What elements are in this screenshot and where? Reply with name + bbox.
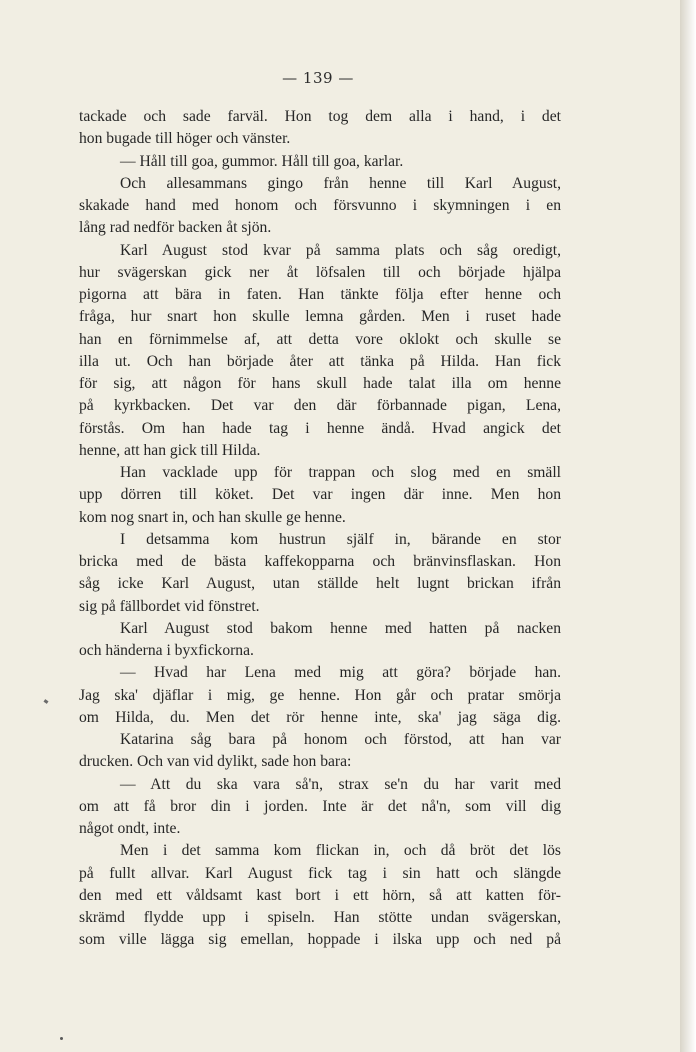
text-line: kom nog snart in, och han skulle ge henne. [79,508,346,526]
text-line: — Att du ska vara så'n, strax se'n du har varit med [120,775,561,793]
text-line: tackade och sade farväl. Hon tog dem alla i hand, i det [79,108,561,125]
text-line: på fullt allvar. Karl August fick tag i sin hatt och slängde [79,864,561,882]
text-line: drucken. Och van vid dylikt, sade hon bara: [79,753,352,771]
text-line: för sig, att någon för hans skull hade talat illa om henne [79,375,561,392]
print-speck [44,699,49,704]
text-line: — Håll till goa, gummor. Håll till goa, karlar. [120,152,404,170]
text-line: något ondt, inte. [79,820,181,837]
text-line: skrämd flydde upp i spiseln. Han stötte undan svägerskan, [79,909,561,926]
page-edge [680,0,696,1052]
text-line: som ville lägga sig emellan, hoppade i ilska upp och ned på [79,931,561,949]
text-line: pigorna att bära in faten. Han tänkte följa efter henne och [79,286,561,303]
text-line: Och allesammans gingo från henne till Karl August, [120,174,561,192]
text-line: på kyrkbacken. Det var den där förbannade pigan, Lena, [79,397,561,415]
text-line: henne, att han gick till Hilda. [79,441,261,459]
text-line: sig på fällbordet vid fönstret. [79,597,260,615]
text-line: hur svägerskan gick ner åt löfsalen till och började hjälpa [79,263,561,281]
page-number: — 139 — [282,69,354,87]
text-line: — Hvad har Lena med mig att göra? började han. [120,664,561,682]
text-line: om att få bror din i jorden. Inte är det nå'n, som vill dig [79,797,561,815]
text-line: hon bugade till höger och vänster. [79,130,291,148]
text-line: Han vacklade upp för trappan och slog med en smäll [120,464,561,481]
text-line: såg icke Karl August, utan ställde helt lugnt brickan ifrån [79,575,561,593]
text-line: illa ut. Och han började åter att tänka på Hilda. Han fick [79,352,561,370]
body-text [79,106,561,952]
text-line: förstås. Om han hade tag i henne ändå. Hvad angick det [79,419,561,437]
text-line: Karl August stod kvar på samma plats och såg oredigt, [120,241,561,259]
text-line: Jag ska' djäflar i mig, ge henne. Hon går och pratar smörja [79,686,561,704]
text-line: lång rad nedför backen åt sjön. [79,219,272,237]
print-dot [60,1037,63,1040]
text-line: han en förnimmelse af, att detta vore oklokt och skulle se [79,330,561,348]
text-line: bricka med de bästa kaffekopparna och bränvinsflaskan. Hon [79,553,561,570]
text-line: I detsamma kom hustrun själf in, bärande en stor [120,530,561,548]
text-line: fråga, hur snart hon skulle lemna gården. Men i ruset hade [79,308,561,326]
text-line: och händerna i byxfickorna. [79,642,254,659]
text-line: Men i det samma kom flickan in, och då bröt det lös [120,842,561,860]
text-line: skakade hand med honom och försvunno i skymningen i en [79,197,561,214]
text-line: upp dörren till köket. Det var ingen där inne. Men hon [79,486,561,504]
text-line: den med ett våldsamt kast bort i ett hörn, så att katten för- [79,886,561,904]
text-line: Katarina såg bara på honom och förstod, att han var [120,731,561,748]
text-line: om Hilda, du. Men det rör henne inte, ska' jag säga dig. [79,708,561,726]
text-line: Karl August stod bakom henne med hatten på nacken [120,619,561,637]
